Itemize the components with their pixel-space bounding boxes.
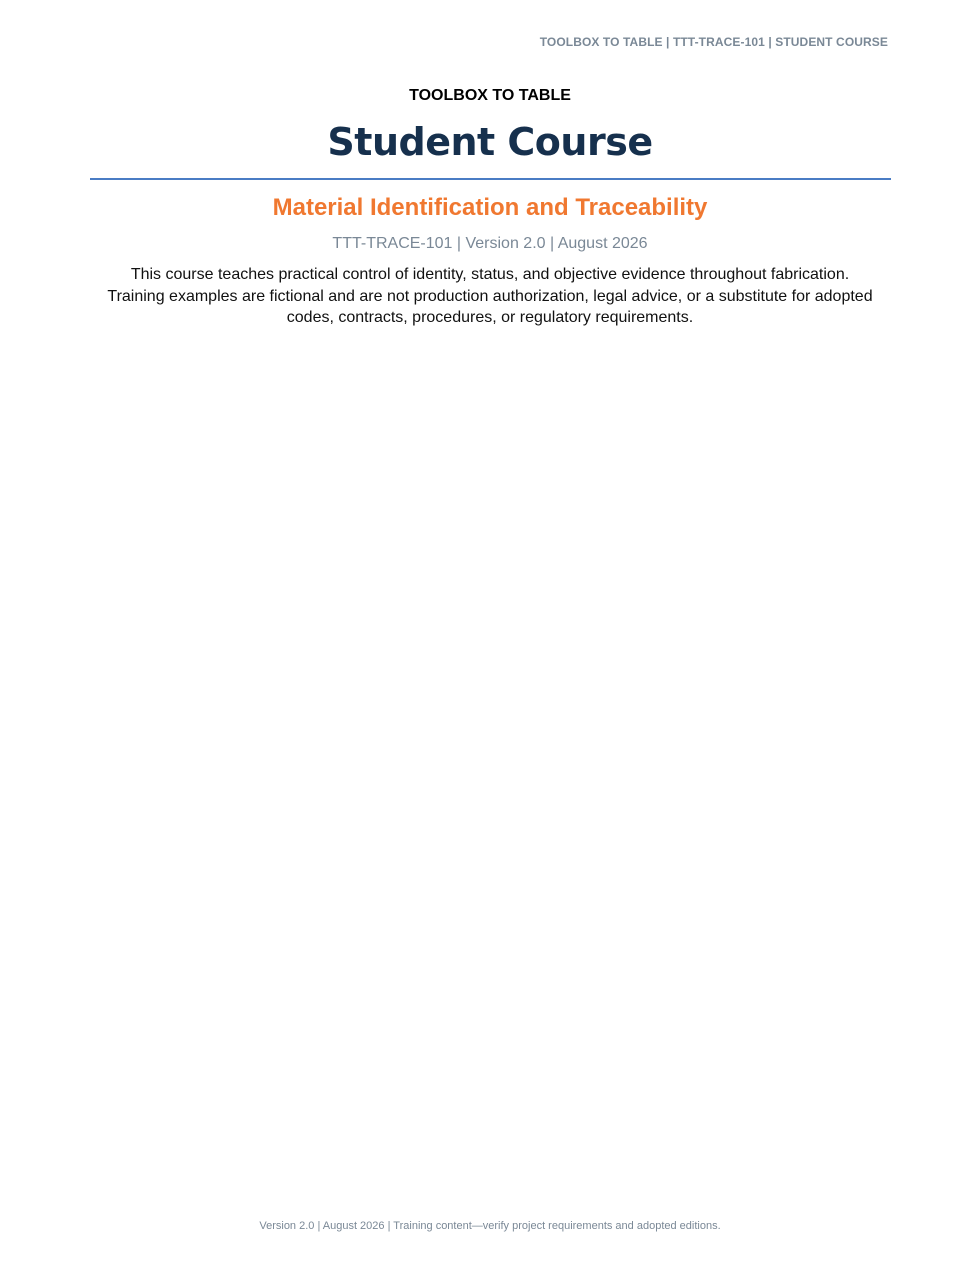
course-description: This course teaches practical control of identity, status, and objective evidence throughout fabrication. Training examples are fictional and are not production authorization, legal advice, or a substitute for adopted codes, contracts, procedures, or regulatory requirements. xyxy=(107,266,873,326)
course-subtitle: Material Identification and Traceability xyxy=(272,194,708,221)
title-divider xyxy=(90,178,891,180)
page-title: Student Course xyxy=(327,120,653,164)
series-kicker: TOOLBOX TO TABLE xyxy=(409,87,571,104)
course-meta: TTT-TRACE-101 | Version 2.0 | August 2026 xyxy=(332,235,648,252)
running-header: TOOLBOX TO TABLE | TTT-TRACE-101 | STUDENT COURSE xyxy=(539,35,888,49)
page-footer: Version 2.0 | August 2026 | Training content—verify project requirements and adopted editions. xyxy=(259,1220,721,1232)
